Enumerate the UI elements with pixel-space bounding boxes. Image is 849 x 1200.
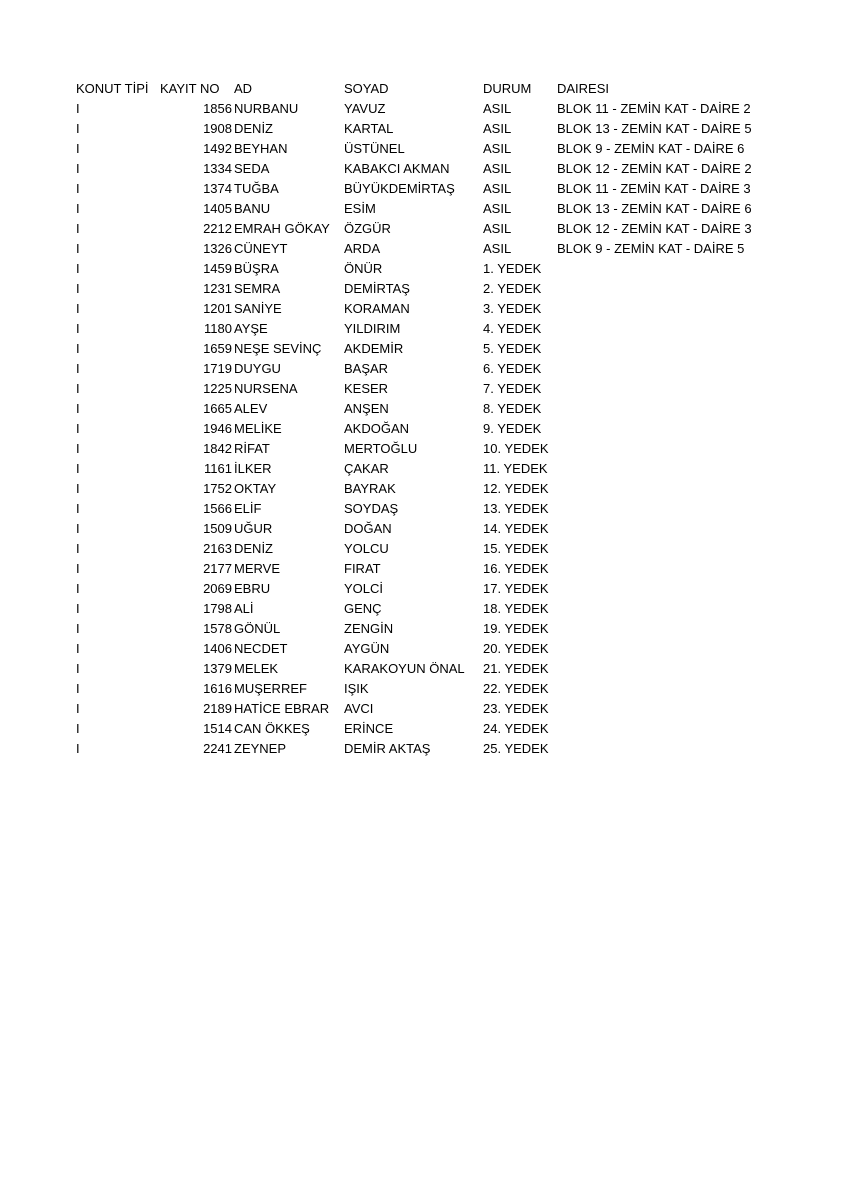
ad-cell: İLKER [234,461,272,476]
kayit-no-cell: 1842 [203,441,232,456]
soyad-cell: KESER [344,381,389,396]
ad-cell: TUĞBA [234,181,279,196]
header-dairesi: DAIRESI [557,81,610,96]
soyad-cell: AYGÜN [344,641,390,656]
kayit-no-cell: 1514 [203,721,232,736]
soyad-cell: YILDIRIM [344,321,401,336]
dairesi-cell: BLOK 13 - ZEMİN KAT - DAİRE 6 [557,201,752,216]
soyad-cell: ÇAKAR [344,461,389,476]
durum-cell: 10. YEDEK [483,441,549,456]
kayit-no-cell: 2177 [203,561,232,576]
konut-tipi-cell: I [76,581,80,596]
header-ad: AD [234,81,253,96]
ad-cell: CÜNEYT [234,241,288,256]
ad-cell: MELİKE [234,421,282,436]
ad-cell: OKTAY [234,481,277,496]
kayit-no-cell: 1180 [204,321,232,336]
kayit-no-cell: 1492 [203,141,232,156]
ad-cell: ZEYNEP [234,741,287,756]
konut-tipi-cell: I [76,701,80,716]
durum-cell: 11. YEDEK [483,461,548,476]
kayit-no-cell: 1231 [203,281,232,296]
header-soyad: SOYAD [344,81,389,96]
konut-tipi-cell: I [76,641,80,656]
ad-cell: RİFAT [234,441,270,456]
konut-tipi-cell: I [76,501,80,516]
durum-cell: 12. YEDEK [483,481,549,496]
kayit-no-cell: 1509 [203,521,232,536]
konut-tipi-cell: I [76,281,80,296]
kayit-no-cell: 1659 [203,341,232,356]
ad-cell: ELİF [234,501,262,516]
durum-cell: ASIL [483,181,512,196]
ad-cell: ALİ [234,601,254,616]
konut-tipi-cell: I [76,681,80,696]
kayit-no-cell: 1856 [203,101,232,116]
konut-tipi-cell: I [76,461,80,476]
konut-tipi-cell: I [76,561,80,576]
soyad-cell: ZENGİN [344,621,394,636]
durum-cell: 1. YEDEK [483,261,542,276]
konut-tipi-cell: I [76,321,80,336]
konut-tipi-cell: I [76,741,80,756]
ad-cell: BEYHAN [234,141,288,156]
ad-cell: EMRAH GÖKAY [234,221,330,236]
konut-tipi-cell: I [76,481,80,496]
durum-cell: ASIL [483,221,512,236]
konut-tipi-cell: I [76,441,80,456]
soyad-cell: KARTAL [344,121,394,136]
soyad-cell: ANŞEN [344,401,389,416]
durum-cell: 7. YEDEK [483,381,542,396]
ad-cell: CAN ÖKKEŞ [234,721,310,736]
durum-cell: 14. YEDEK [483,521,549,536]
soyad-cell: YAVUZ [344,101,386,116]
soyad-cell: ÖZGÜR [344,221,391,236]
ad-cell: MELEK [234,661,279,676]
kayit-no-cell: 1225 [203,381,232,396]
kayit-no-cell: 1374 [203,181,232,196]
soyad-cell: KABAKCI AKMAN [344,161,450,176]
kayit-no-cell: 2212 [203,221,232,236]
kayit-no-cell: 1946 [203,421,232,436]
durum-cell: ASIL [483,121,512,136]
soyad-cell: FIRAT [344,561,381,576]
konut-tipi-cell: I [76,421,80,436]
soyad-cell: BÜYÜKDEMİRTAŞ [344,181,455,196]
durum-cell: 22. YEDEK [483,681,549,696]
soyad-cell: AKDOĞAN [344,421,410,436]
durum-cell: 2. YEDEK [483,281,542,296]
kayit-no-cell: 1379 [203,661,232,676]
konut-tipi-cell: I [76,621,80,636]
soyad-cell: BAYRAK [344,481,396,496]
konut-tipi-cell: I [76,341,80,356]
durum-cell: 25. YEDEK [483,741,549,756]
konut-tipi-cell: I [76,541,80,556]
kayit-no-cell: 1161 [204,461,232,476]
kayit-no-cell: 2189 [203,701,232,716]
durum-cell: 6. YEDEK [483,361,542,376]
ad-cell: MUŞERREF [234,681,307,696]
durum-cell: 5. YEDEK [483,341,542,356]
soyad-cell: ESİM [344,201,376,216]
durum-cell: 20. YEDEK [483,641,549,656]
kayit-no-cell: 1459 [203,261,232,276]
kayit-no-cell: 2241 [203,741,232,756]
soyad-cell: ÖNÜR [344,261,383,276]
ad-cell: NECDET [234,641,288,656]
kayit-no-cell: 2069 [203,581,232,596]
konut-tipi-cell: I [76,261,80,276]
durum-cell: 9. YEDEK [483,421,542,436]
ad-cell: GÖNÜL [234,621,281,636]
durum-cell: ASIL [483,141,512,156]
konut-tipi-cell: I [76,361,80,376]
durum-cell: ASIL [483,161,512,176]
ad-cell: HATİCE EBRAR [234,701,330,716]
ad-cell: DENİZ [234,541,273,556]
soyad-cell: YOLCİ [344,581,384,596]
ad-cell: ALEV [234,401,268,416]
durum-cell: 15. YEDEK [483,541,549,556]
konut-tipi-cell: I [76,381,80,396]
durum-cell: 24. YEDEK [483,721,549,736]
konut-tipi-cell: I [76,141,80,156]
konut-tipi-cell: I [76,161,80,176]
kayit-no-cell: 1405 [203,201,232,216]
ad-cell: MERVE [234,561,280,576]
durum-cell: 13. YEDEK [483,501,549,516]
soyad-cell: AVCI [344,701,374,716]
ad-cell: UĞUR [234,521,273,536]
ad-cell: EBRU [234,581,271,596]
header-kayit-no: KAYIT NO [160,81,220,96]
konut-tipi-cell: I [76,721,80,736]
kayit-no-cell: 1616 [203,681,232,696]
durum-cell: ASIL [483,101,512,116]
kayit-no-cell: 2163 [203,541,232,556]
kayit-no-cell: 1752 [203,481,232,496]
ad-cell: NURSENA [234,381,298,396]
durum-cell: ASIL [483,241,512,256]
durum-cell: 16. YEDEK [483,561,549,576]
durum-cell: 23. YEDEK [483,701,549,716]
konut-tipi-cell: I [76,121,80,136]
durum-cell: 4. YEDEK [483,321,542,336]
kayit-no-cell: 1201 [203,301,232,316]
header-durum: DURUM [483,81,532,96]
ad-cell: NURBANU [234,101,299,116]
soyad-cell: ERİNCE [344,721,394,736]
soyad-cell: SOYDAŞ [344,501,399,516]
dairesi-cell: BLOK 9 - ZEMİN KAT - DAİRE 6 [557,141,745,156]
konut-tipi-cell: I [76,521,80,536]
ad-cell: DUYGU [234,361,281,376]
kayit-no-cell: 1798 [203,601,232,616]
soyad-cell: MERTOĞLU [344,441,418,456]
ad-cell: DENİZ [234,121,273,136]
konut-tipi-cell: I [76,241,80,256]
ad-cell: AYŞE [234,321,268,336]
soyad-cell: ARDA [344,241,381,256]
dairesi-cell: BLOK 9 - ZEMİN KAT - DAİRE 5 [557,241,745,256]
konut-tipi-cell: I [76,601,80,616]
durum-cell: 18. YEDEK [483,601,549,616]
dairesi-cell: BLOK 11 - ZEMİN KAT - DAİRE 3 [557,181,751,196]
dairesi-cell: BLOK 13 - ZEMİN KAT - DAİRE 5 [557,121,752,136]
durum-cell: 21. YEDEK [483,661,549,676]
ad-cell: BANU [234,201,271,216]
durum-cell: 19. YEDEK [483,621,549,636]
kayit-no-cell: 1578 [203,621,232,636]
durum-cell: 3. YEDEK [483,301,542,316]
soyad-cell: YOLCU [344,541,389,556]
ad-cell: NEŞE SEVİNÇ [234,341,322,356]
durum-cell: ASIL [483,201,512,216]
ad-cell: SANİYE [234,301,282,316]
dairesi-cell: BLOK 12 - ZEMİN KAT - DAİRE 2 [557,161,752,176]
soyad-cell: IŞIK [344,681,369,696]
soyad-cell: DEMİR AKTAŞ [344,741,431,756]
konut-tipi-cell: I [76,401,80,416]
konut-tipi-cell: I [76,301,80,316]
konut-tipi-cell: I [76,101,80,116]
kayit-no-cell: 1665 [203,401,232,416]
ad-cell: BÜŞRA [234,261,279,276]
soyad-cell: ÜSTÜNEL [344,141,405,156]
soyad-cell: KARAKOYUN ÖNAL [344,661,465,676]
ad-cell: SEDA [234,161,270,176]
konut-tipi-cell: I [76,221,80,236]
soyad-cell: DOĞAN [344,521,392,536]
soyad-cell: BAŞAR [344,361,389,376]
kayit-no-cell: 1326 [203,241,232,256]
kayit-no-cell: 1908 [203,121,232,136]
durum-cell: 17. YEDEK [483,581,549,596]
dairesi-cell: BLOK 11 - ZEMİN KAT - DAİRE 2 [557,101,751,116]
soyad-cell: AKDEMİR [344,341,404,356]
header-konut-tipi: KONUT TİPİ [76,81,149,96]
konut-tipi-cell: I [76,181,80,196]
kayit-no-cell: 1334 [203,161,232,176]
soyad-cell: GENÇ [344,601,382,616]
durum-cell: 8. YEDEK [483,401,542,416]
ad-cell: SEMRA [234,281,281,296]
konut-tipi-cell: I [76,661,80,676]
konut-tipi-cell: I [76,201,80,216]
kayit-no-cell: 1566 [203,501,232,516]
kayit-no-cell: 1406 [203,641,232,656]
dairesi-cell: BLOK 12 - ZEMİN KAT - DAİRE 3 [557,221,752,236]
soyad-cell: DEMİRTAŞ [344,281,410,296]
soyad-cell: KORAMAN [344,301,410,316]
kayit-no-cell: 1719 [203,361,232,376]
